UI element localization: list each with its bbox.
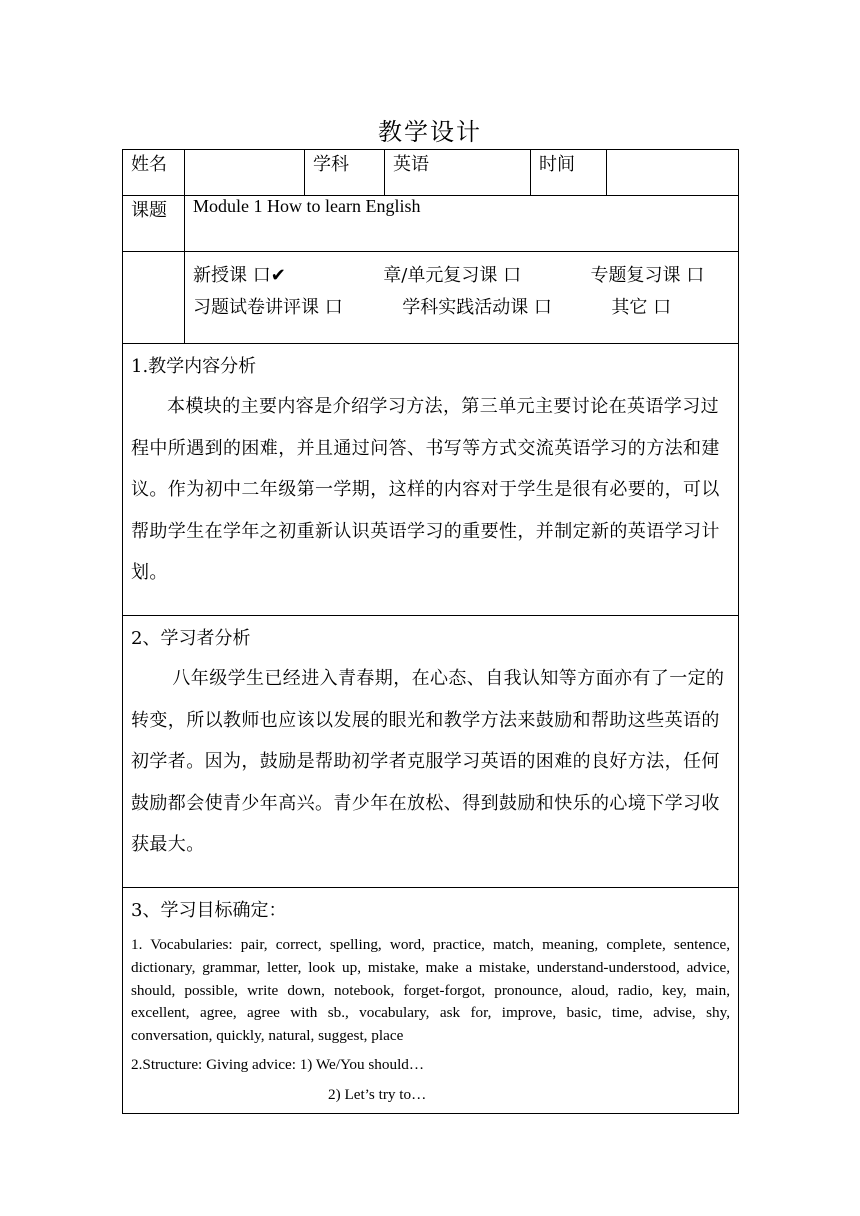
name-label: 姓名 [123, 150, 185, 196]
learning-objectives-section [123, 888, 739, 1114]
learner-analysis-section [123, 616, 739, 888]
time-field[interactable] [607, 150, 739, 196]
content-analysis-section [123, 344, 739, 616]
content-analysis-row [123, 344, 739, 616]
lesson-type-options [185, 252, 739, 344]
content-analysis-text: 本模块的主要内容是介绍学习方法，第三单元主要讨论在英语学习过程中所遇到的困难，并且通过问答、书写等方式交流英语学习的方法和建议。作为初中二年级第一学期，这样的内容对于学生是很有必要的，可以帮助学生在学年之初重新认识英语学习的重要性，并制定新的英语学习计划。 [131, 396, 720, 583]
topic-value: Module 1 How to learn English [185, 196, 739, 252]
topic-label: 课题 [123, 196, 185, 252]
lesson-type-label [123, 252, 185, 344]
special-review-option[interactable]: 专题复习课 口 [590, 265, 705, 286]
topic-row [123, 196, 739, 252]
exercise-review-option[interactable]: 习题试卷讲评课 口 [193, 297, 343, 318]
subject-label: 学科 [305, 150, 385, 196]
new-lesson-option[interactable]: 新授课 口✔ [193, 265, 286, 286]
learning-objectives-row [123, 888, 739, 1114]
lesson-type-row [123, 252, 739, 344]
structure-line-1: 2.Structure: Giving advice: 1) We/You should… [131, 1055, 425, 1073]
content-analysis-title: 1.教学内容分析 [131, 356, 257, 377]
learning-objectives-title: 3、学习目标确定： [131, 900, 287, 921]
name-field[interactable] [185, 150, 305, 196]
time-label: 时间 [531, 150, 607, 196]
learner-analysis-title: 2、学习者分析 [131, 628, 251, 649]
practice-activity-option[interactable]: 学科实践活动课 口 [402, 297, 552, 318]
other-option[interactable]: 其它 口 [611, 297, 672, 318]
vocabulary-list: 1. Vocabularies: pair, correct, spelling, word, practice, match, meaning, complete, sentence, dictionary, grammar, letter, look up, mistake, make a mistake, understand-understood, advice, should, possible, write down, notebook, forget-forgot, pronounce, aloud, radio, key, main, excellent, agree, agree with sb., vocabulary, ask for, improve, basic, time, advise, shy, conversation, quickly, natural, suggest, place [131, 936, 730, 1045]
learner-analysis-row [123, 616, 739, 888]
chapter-review-option[interactable]: 章/单元复习课 口 [383, 265, 522, 286]
subject-value: 英语 [385, 150, 531, 196]
learner-analysis-text: 八年级学生已经进入青春期，在心态、自我认知等方面亦有了一定的转变，所以教师也应该以发展的眼光和教学方法来鼓励和帮助这些英语的初学者。因为，鼓励是帮助初学者克服学习英语的困难的良好方法，任何鼓励都会使青少年高兴。青少年在放松、得到鼓励和快乐的心境下学习收获最大。 [131, 668, 725, 855]
page-title: 教学设计 [378, 118, 482, 146]
lesson-design-table [122, 149, 739, 1114]
structure-line-2: 2) Let’s try to… [328, 1085, 427, 1103]
header-row [123, 150, 739, 196]
